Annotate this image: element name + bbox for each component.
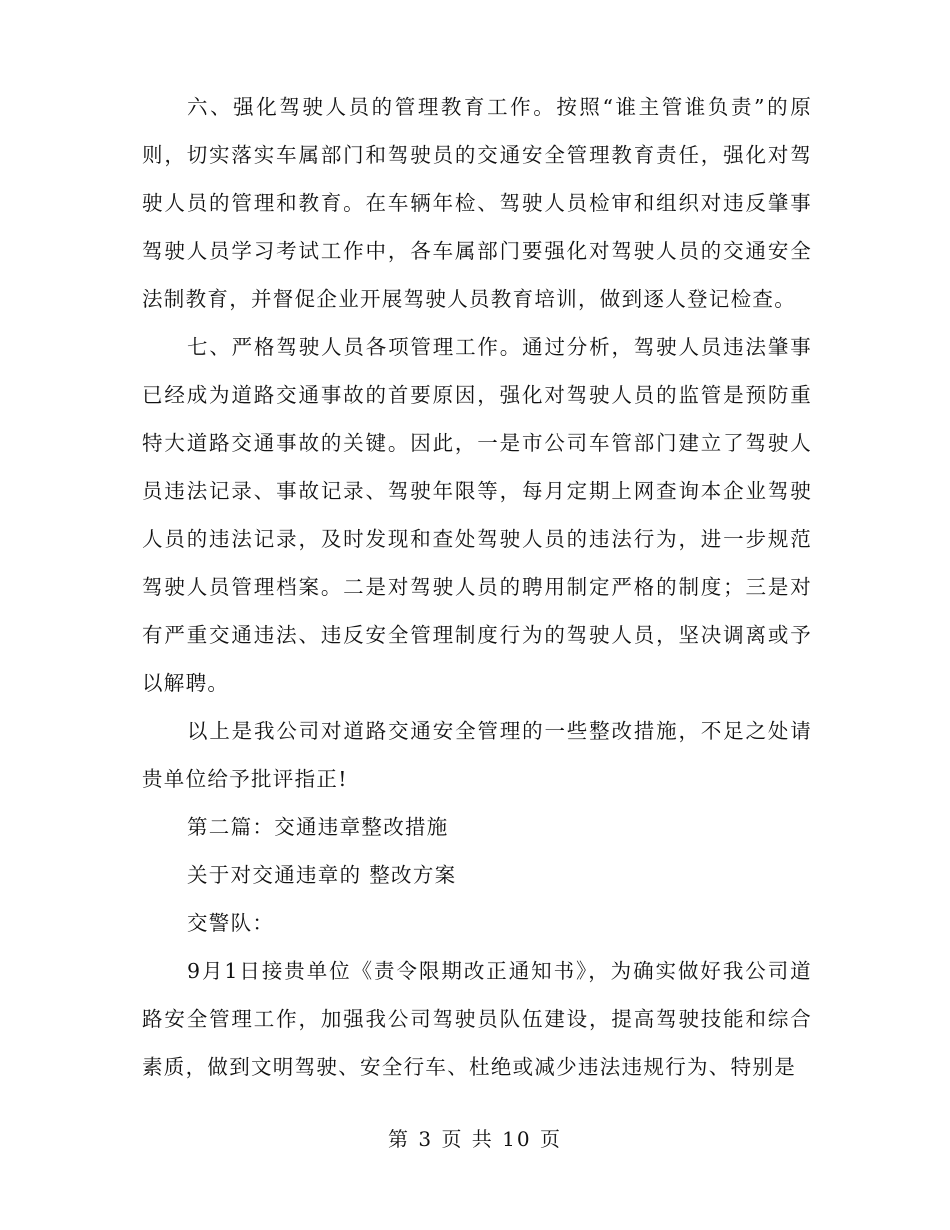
document-body [142,83,812,1091]
paragraph-seven-driver-management: 七、严格驾驶人员各项管理工作。通过分析，驾驶人员违法肇事已经成为道路交通事故的首要原因，强化对驾驶人员的监管是预防重特大道路交通事故的关键。因此，一是市公司车管部门建立了驾驶人员违法记录、事故记录、驾驶年限等，每月定期上网查询本企业驾驶人员的违法记录，及时发现和查处驾驶人员的违法行为，进一步规范驾驶人员管理档案。二是对驾驶人员的聘用制定严格的制度；三是对有严重交通违法、违反安全管理制度行为的驾驶人员，坚决调离或予以解聘。 [142,335,812,695]
section-heading: 第二篇：交通违章整改措施 [187,815,449,839]
paragraph-notice-response: 9月1日接贵单位《责令限期改正通知书》，为确实做好我公司道路安全管理工作，加强我公司驾驶员队伍建设，提高驾驶技能和综合素质，做到文明驾驶、安全行车、杜绝或减少违法违规行为、特别是 [142,959,812,1079]
paragraph-six-driver-education: 六、强化驾驶人员的管理教育工作。按照“谁主管谁负责”的原则，切实落实车属部门和驾驶员的交通安全管理教育责任，强化对驾驶人员的管理和教育。在车辆年检、驾驶人员检审和组织对违反肇事驾驶人员学习考试工作中，各车属部门要强化对驾驶人员的交通安全法制教育，并督促企业开展驾驶人员教育培训，做到逐人登记检查。 [142,95,812,311]
page-number-footer: 第 3 页 共 10 页 [388,1127,562,1151]
paragraph-closing-remark: 以上是我公司对道路交通安全管理的一些整改措施，不足之处请贵单位给予批评指正! [142,719,812,791]
document-title: 关于对交通违章的 整改方案 [187,863,457,887]
salutation: 交警队： [187,911,275,935]
